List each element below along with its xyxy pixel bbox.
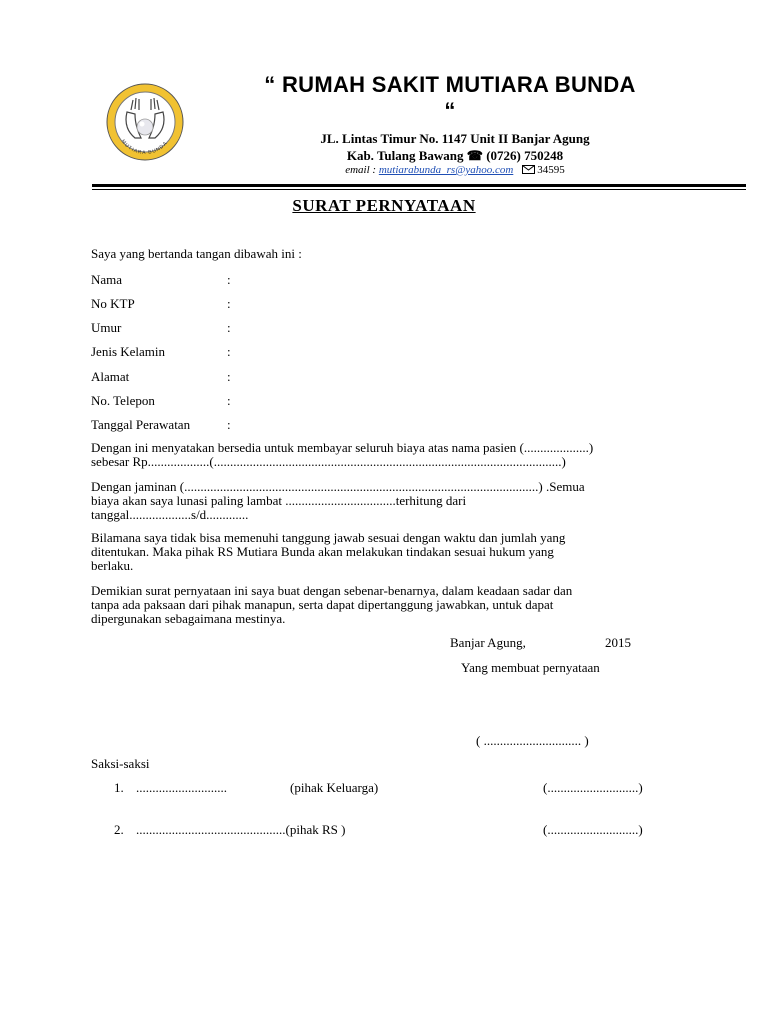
hospital-name bbox=[200, 72, 700, 124]
field-label-nama: Nama bbox=[91, 272, 123, 287]
field-label-alamat: Alamat bbox=[91, 369, 130, 384]
paragraph-line: biaya akan saya lunasi paling lambat ..................................terhitung dari bbox=[91, 493, 467, 508]
paragraph-line: dipergunakan sebagaimana mestinya. bbox=[91, 611, 286, 626]
envelope-icon bbox=[522, 165, 535, 174]
field-colon: : bbox=[227, 417, 231, 432]
signature-year: 2015 bbox=[605, 635, 631, 650]
field-label-no-telepon: No. Telepon bbox=[91, 393, 155, 408]
header-rule-thick bbox=[92, 184, 746, 187]
logo-ring-text: MUTIARA BUNDA bbox=[119, 138, 170, 157]
signature-maker-label: Yang membuat pernyataan bbox=[461, 660, 600, 675]
paragraph-guarantee bbox=[91, 480, 691, 522]
paragraph-line: Demikian surat pernyataan ini saya buat dengan sebenar-benarnya, dalam keadaan sadar dan bbox=[91, 583, 573, 598]
header-rule-thin bbox=[92, 189, 746, 190]
hospital-name-main: “ RUMAH SAKIT MUTIARA BUNDA bbox=[264, 72, 636, 97]
address-line-1: JL. Lintas Timur No. 1147 Unit II Banjar Agung bbox=[320, 131, 590, 146]
paragraph-payment bbox=[91, 441, 691, 469]
email-label: email : bbox=[345, 164, 379, 176]
field-label-tanggal-perawatan: Tanggal Perawatan bbox=[91, 417, 191, 432]
field-colon: : bbox=[227, 393, 231, 408]
paragraph-line: Bilamana saya tidak bisa memenuhi tanggung jawab sesuai dengan waktu dan jumlah yang bbox=[91, 530, 566, 545]
postal-code: 34595 bbox=[537, 164, 565, 176]
witness-name-blank: ..............................................(pihak RS ) bbox=[136, 822, 346, 837]
intro-text: Saya yang bertanda tangan dibawah ini : bbox=[91, 246, 302, 261]
paragraph-line: berlaku. bbox=[91, 558, 134, 573]
address-line-2: Kab. Tulang Bawang ☎ (0726) 750248 bbox=[346, 148, 564, 163]
field-colon: : bbox=[227, 344, 231, 359]
signature-place: Banjar Agung, bbox=[450, 635, 526, 650]
field-label-no-ktp: No KTP bbox=[91, 296, 135, 311]
paragraph-closing bbox=[91, 584, 691, 626]
paragraph-line: Dengan ini menyatakan bersedia untuk membayar seluruh biaya atas nama pasien (....................) bbox=[91, 440, 594, 455]
hospital-logo bbox=[105, 82, 185, 162]
field-label-jenis-kelamin: Jenis Kelamin bbox=[91, 344, 166, 359]
hospital-name-close-quote: “ bbox=[444, 98, 456, 123]
field-colon: : bbox=[227, 369, 231, 384]
field-colon: : bbox=[227, 296, 231, 311]
witnesses-heading: Saksi-saksi bbox=[91, 756, 150, 771]
paragraph-line: tanpa ada paksaan dari pihak manapun, serta dapat dipertanggung jawabkan, untuk dapat bbox=[91, 597, 554, 612]
field-label-umur: Umur bbox=[91, 320, 122, 335]
witness-role: (pihak Keluarga) bbox=[290, 780, 379, 795]
paragraph-line: Dengan jaminan (.............................................................................................................) .Semua bbox=[91, 479, 585, 494]
paragraph-line: ditentukan. Maka pihak RS Mutiara Bunda akan melakukan tindakan sesuai hukum yang bbox=[91, 544, 554, 559]
contact-line bbox=[250, 164, 660, 176]
signature-name-blank: ( .............................. ) bbox=[476, 733, 589, 748]
field-colon: : bbox=[227, 320, 231, 335]
paragraph-line: tanggal...................s/d............. bbox=[91, 507, 249, 522]
field-colon: : bbox=[227, 272, 231, 287]
paragraph-liability bbox=[91, 531, 691, 573]
document-title: SURAT PERNYATAAN bbox=[292, 196, 476, 215]
witness-name-blank: ............................ bbox=[136, 780, 227, 795]
witness-number: 1. bbox=[114, 780, 124, 795]
witness-number: 2. bbox=[114, 822, 124, 837]
email-link[interactable]: mutiarabunda_rs@yahoo.com bbox=[378, 164, 514, 176]
witness-sign-blank: (............................) bbox=[543, 822, 643, 837]
witness-sign-blank: (............................) bbox=[543, 780, 643, 795]
paragraph-line: sebesar Rp...................(...........................................................................................................) bbox=[91, 454, 566, 469]
